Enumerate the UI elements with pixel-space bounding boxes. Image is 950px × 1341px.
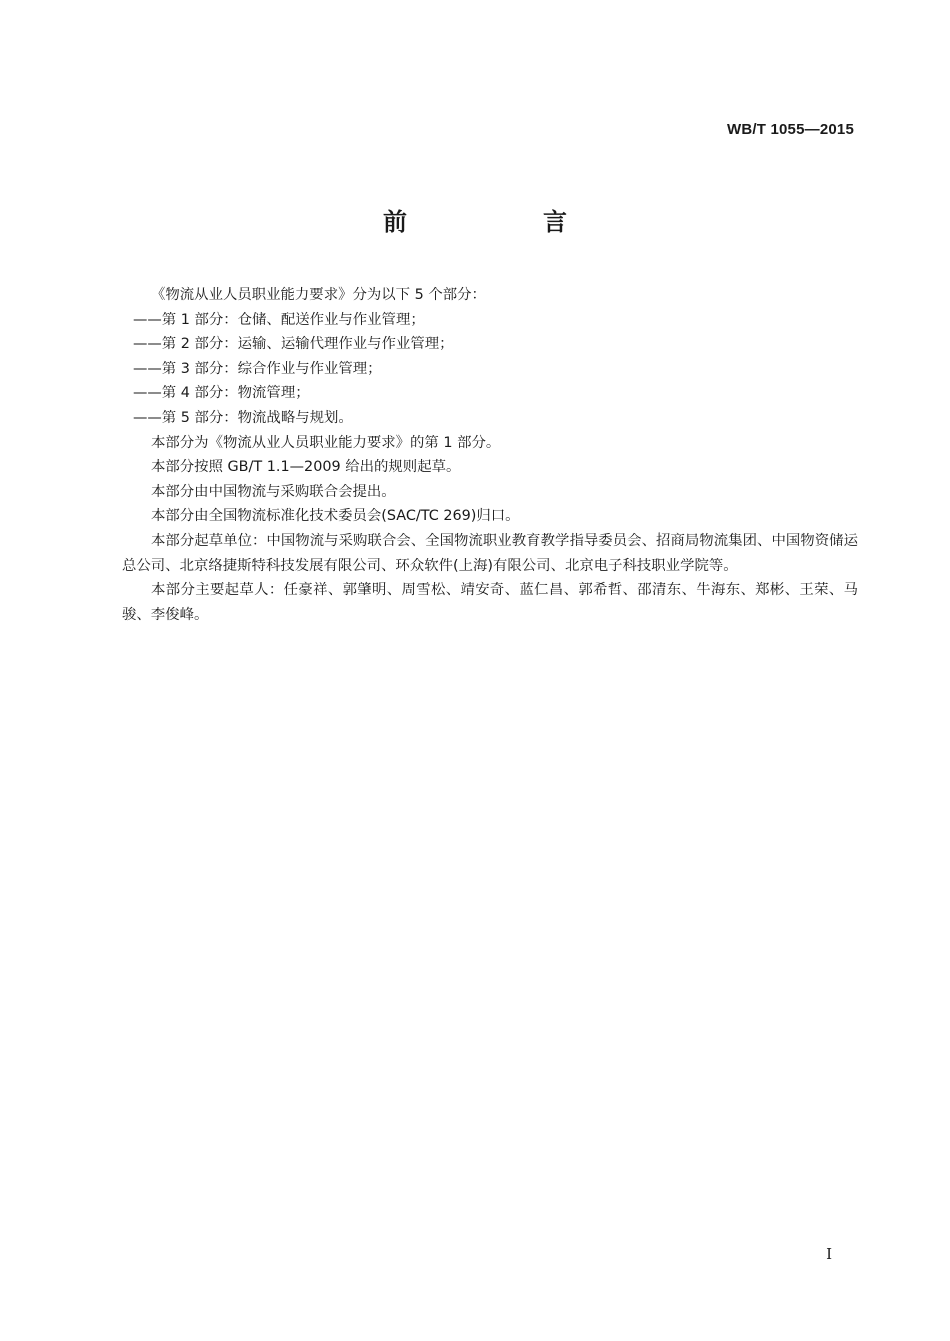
foreword-body bbox=[122, 283, 858, 627]
committee-paragraph: 本部分由全国物流标准化技术委员会(SAC/TC 269)归口。 bbox=[151, 508, 520, 525]
part-list-item: ——第 5 部分：物流战略与规划。 bbox=[133, 409, 353, 426]
drafting-rules-paragraph: 本部分按照 GB/T 1.1—2009 给出的规则起草。 bbox=[151, 459, 461, 476]
drafters-paragraph: 本部分主要起草人：任豪祥、郭肇明、周雪松、靖安奇、蓝仁昌、郭希哲、邵清东、牛海东、郑彬、王荣、马骏、李俊峰。 bbox=[122, 582, 858, 623]
page-title: 前 言 bbox=[383, 208, 623, 236]
drafting-units-paragraph: 本部分起草单位：中国物流与采购联合会、全国物流职业教育教学指导委员会、招商局物流集团、中国物资储运总公司、北京络捷斯特科技发展有限公司、环众软件(上海)有限公司、北京电子科技职业学院等。 bbox=[122, 532, 858, 574]
proposer-paragraph: 本部分由中国物流与采购联合会提出。 bbox=[151, 483, 396, 500]
page-number: I bbox=[826, 1245, 832, 1263]
intro-paragraph: 《物流从业人员职业能力要求》分为以下 5 个部分： bbox=[151, 287, 486, 303]
scope-paragraph: 本部分为《物流从业人员职业能力要求》的第 1 部分。 bbox=[151, 434, 501, 451]
part-list-item: ——第 4 部分：物流管理； bbox=[133, 385, 310, 402]
part-list-item: ——第 2 部分：运输、运输代理作业与作业管理； bbox=[133, 336, 454, 353]
part-list-item: ——第 3 部分：综合作业与作业管理； bbox=[133, 360, 382, 377]
standard-code: WB/T 1055—2015 bbox=[726, 121, 854, 138]
part-list-item: ——第 1 部分：仓储、配送作业与作业管理； bbox=[133, 311, 425, 328]
